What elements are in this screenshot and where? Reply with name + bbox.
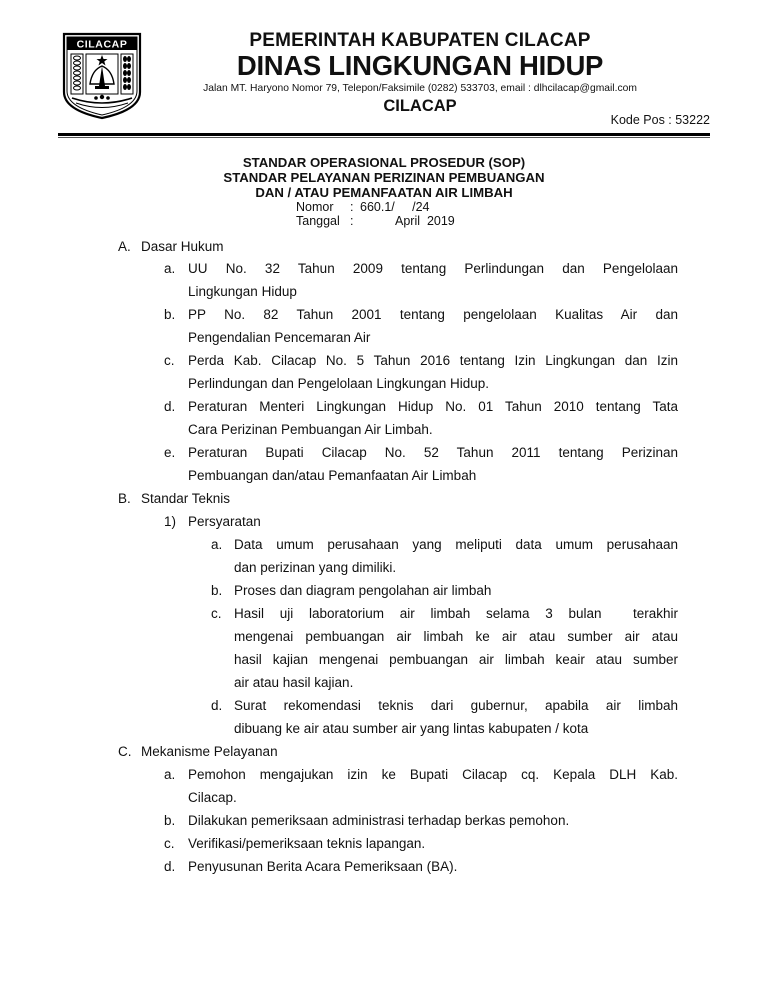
list-item-label: c. [164,836,175,851]
list-item-label: a. [211,537,223,552]
agency-city: CILACAP [383,97,457,115]
section-heading: Standar Teknis [141,491,231,506]
government-name: PEMERINTAH KABUPATEN CILACAP [249,30,591,51]
list-item-label: b. [211,583,223,598]
list-item-text-line: Cara Perizinan Pembuangan Air Limbah. [188,422,433,437]
tanggal-separator: : [350,214,354,228]
list-item-text-line: Pengendalian Pencemaran Air [188,330,371,345]
list-item-text-line: PP No. 82 Tahun 2001 tentang pengelolaan Kualitas Air dan [188,307,678,322]
list-item-label: e. [164,445,176,460]
list-item-text-line: Peraturan Bupati Cilacap No. 52 Tahun 2011 tentang Perizinan [188,445,678,460]
nomor-label: Nomor [296,200,334,214]
document-title-line-2: STANDAR PELAYANAN PERIZINAN PEMBUANGAN [223,170,545,185]
list-item-label: c. [211,606,222,621]
list-item-text-line: Data umum perusahaan yang meliputi data umum perusahaan [234,537,678,552]
letterhead-divider-thick [58,133,710,136]
section-label: C. [118,744,132,759]
list-item-text-line: Pemohon mengajukan izin ke Bupati Cilacap cq. Kepala DLH Kab. [188,767,678,782]
list-item-text-line: Hasil uji laboratorium air limbah selama 3 bulan terakhir [234,606,678,621]
list-item-label: d. [164,399,176,414]
list-item-label: a. [164,767,176,782]
list-item-text-line: Lingkungan Hidup [188,284,297,299]
list-item-text-line: Peraturan Menteri Lingkungan Hidup No. 01 Tahun 2010 tentang Tata [188,399,678,414]
section-heading: Mekanisme Pelayanan [141,744,278,759]
list-item-text-line: Pembuangan dan/atau Pemanfaatan Air Limbah [188,468,477,483]
list-item-text-line: dan perizinan yang dimiliki. [234,560,397,575]
section-heading: Dasar Hukum [141,239,224,254]
tanggal-label: Tanggal [296,214,340,228]
document-title-line-1: STANDAR OPERASIONAL PROSEDUR (SOP) [242,155,526,170]
subsection-label: 1) [164,514,177,529]
subsection-heading: Persyaratan [188,514,261,529]
list-item-text-line: air atau hasil kajian. [234,675,354,690]
agency-address: Jalan MT. Haryono Nomor 79, Telepon/Faksimile (0282) 533703, email : dlhcilacap@gmail.com [203,83,637,94]
list-item-text-line: Dilakukan pemeriksaan administrasi terhadap berkas pemohon. [188,813,570,828]
section-label: B. [118,491,131,506]
tanggal-value: April 2019 [395,214,455,228]
list-item-text-line: Surat rekomendasi teknis dari gubernur, apabila air limbah [234,698,678,713]
list-item-text-line: Perda Kab. Cilacap No. 5 Tahun 2016 tentang Izin Lingkungan dan Izin [188,353,678,368]
list-item-label: a. [164,261,176,276]
postal-code: Kode Pos : 53222 [610,113,710,127]
nomor-separator: : [350,200,354,214]
list-item-text-line: Perlindungan dan Pengelolaan Lingkungan Hidup. [188,376,489,391]
list-item-text-line: Proses dan diagram pengolahan air limbah [234,583,492,598]
list-item-label: c. [164,353,175,368]
list-item-text-line: Cilacap. [188,790,237,805]
logo-text: CILACAP [76,38,128,51]
agency-name: DINAS LINGKUNGAN HIDUP [236,50,604,81]
cilacap-coat-of-arms-logo [62,32,142,120]
list-item-text-line: Verifikasi/pemeriksaan teknis lapangan. [188,836,426,851]
document-title-line-3: DAN / ATAU PEMANFAATAN AIR LIMBAH [255,185,513,200]
list-item-text-line: dibuang ke air atau sumber air yang lintas kabupaten / kota [234,721,589,736]
list-item-label: b. [164,307,176,322]
list-item-text-line: hasil kajian mengenai pembuangan air limbah keair atau sumber [234,652,678,667]
letterhead-divider-thin [58,137,710,138]
list-item-label: b. [164,813,176,828]
list-item-text-line: UU No. 32 Tahun 2009 tentang Perlindungan dan Pengelolaan [188,261,678,276]
list-item-label: d. [164,859,176,874]
list-item-text-line: mengenai pembuangan air limbah ke air atau sumber air atau [234,629,678,644]
section-label: A. [118,239,131,254]
list-item-label: d. [211,698,223,713]
list-item-text-line: Penyusunan Berita Acara Pemeriksaan (BA). [188,859,458,874]
nomor-value: 660.1/ /24 [360,200,430,214]
